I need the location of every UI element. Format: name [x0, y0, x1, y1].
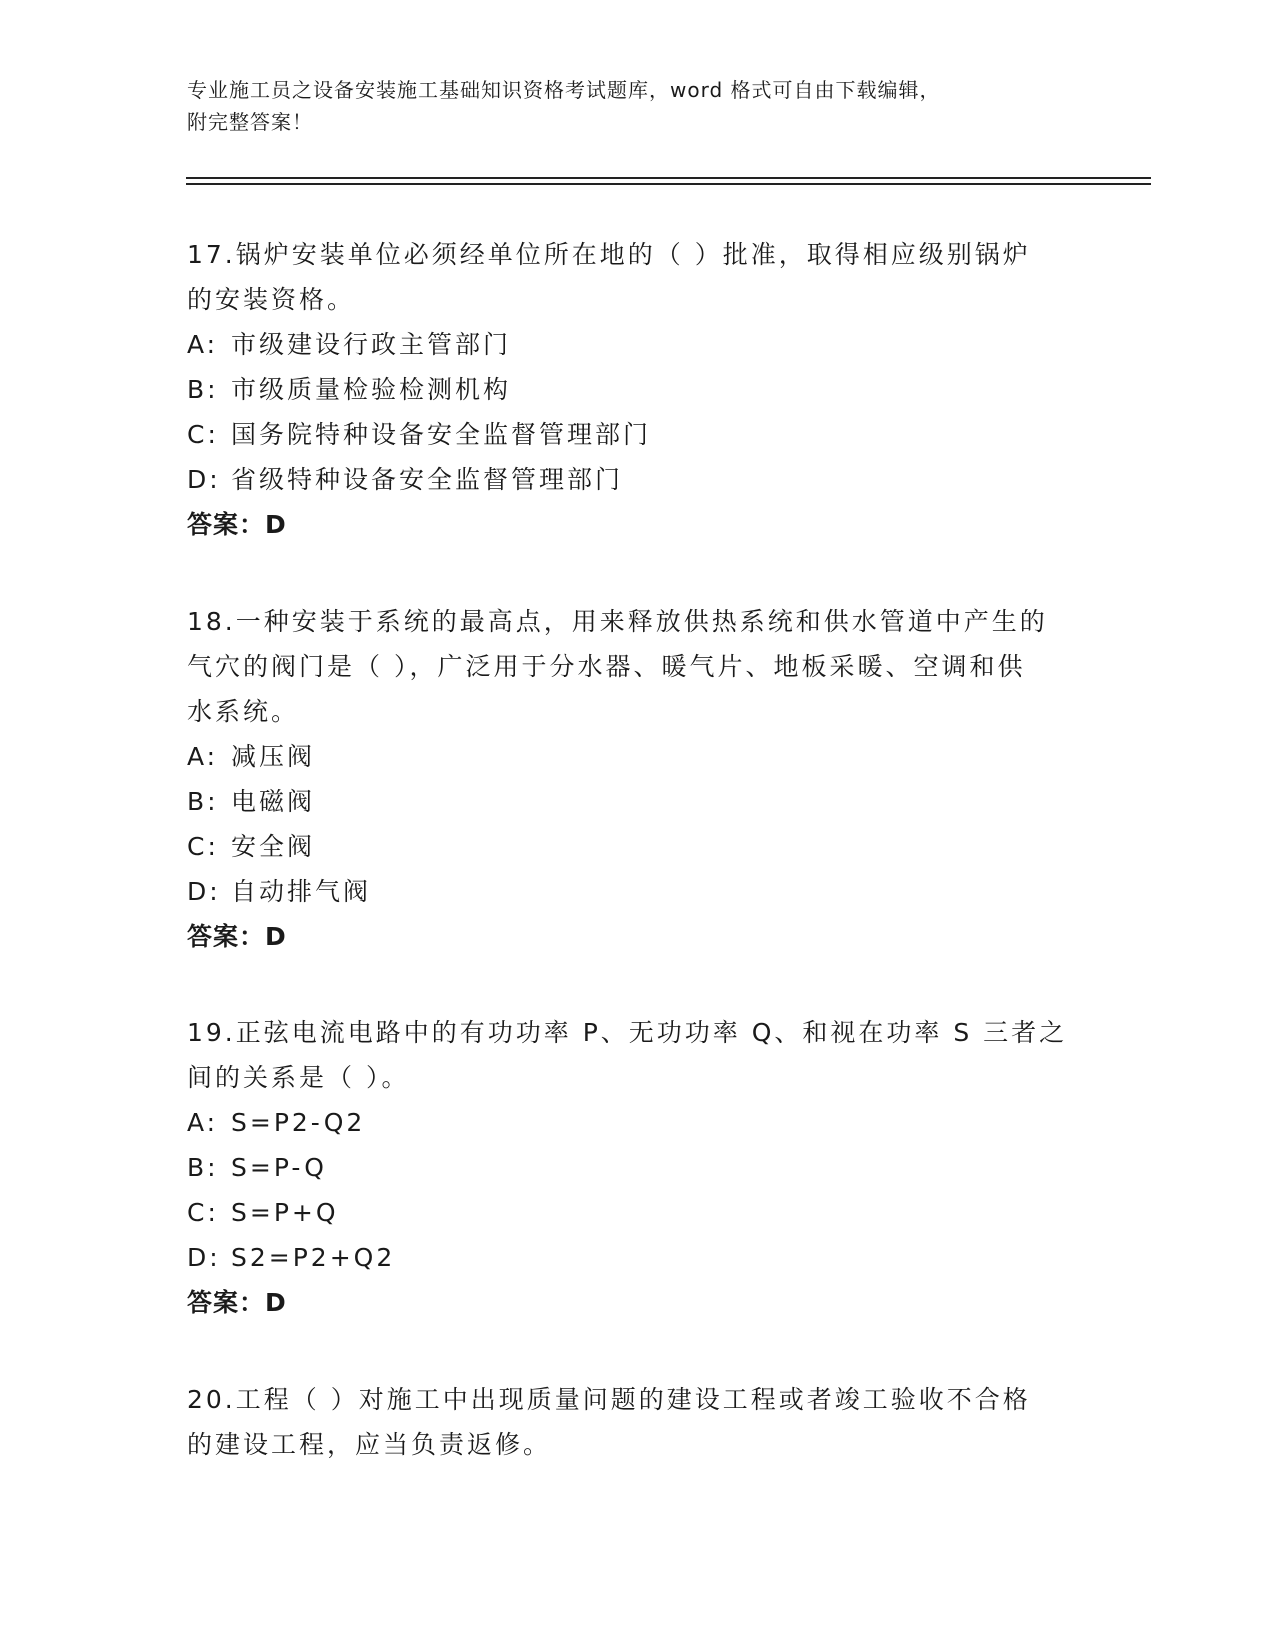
question-19: [187, 1010, 1087, 1325]
option-letter: B:: [187, 787, 219, 816]
option-d: [187, 1235, 1087, 1280]
option-text: 安全阀: [231, 832, 316, 861]
question-17: [187, 232, 1087, 547]
option-b: [187, 779, 1087, 824]
stem-line: 间的关系是（ ）。: [187, 1063, 410, 1092]
option-a: [187, 734, 1087, 779]
option-letter: A:: [187, 330, 219, 359]
option-letter: D:: [187, 1243, 221, 1272]
option-letter: C:: [187, 832, 219, 861]
option-letter: A:: [187, 742, 219, 771]
question-stem: [187, 599, 1087, 734]
option-letter: D:: [187, 877, 221, 906]
option-text: 电磁阀: [231, 787, 316, 816]
answer-line: 答案：D: [187, 922, 287, 951]
option-text: 减压阀: [231, 742, 316, 771]
question-stem: [187, 1377, 1087, 1467]
stem-line: 17.锅炉安装单位必须经单位所在地的（ ）批准，取得相应级别锅炉: [187, 240, 1031, 269]
option-letter: D:: [187, 465, 221, 494]
option-a: [187, 1100, 1087, 1145]
option-letter: C:: [187, 1198, 219, 1227]
stem-line: 水系统。: [187, 697, 300, 726]
option-c: [187, 1190, 1087, 1235]
option-text: 国务院特种设备安全监督管理部门: [231, 420, 652, 449]
stem-line: 20.工程（ ）对施工中出现质量问题的建设工程或者竣工验收不合格: [187, 1385, 1031, 1414]
header-line-2: 附完整答案！: [187, 110, 313, 134]
option-text: 市级质量检验检测机构: [231, 375, 512, 404]
question-stem: [187, 1010, 1087, 1100]
question-stem: [187, 232, 1087, 322]
option-b: [187, 1145, 1087, 1190]
stem-line: 18.一种安装于系统的最高点，用来释放供热系统和供水管道中产生的: [187, 607, 1048, 636]
option-c: [187, 412, 1087, 457]
header-line-1: 专业施工员之设备安装施工基础知识资格考试题库，word 格式可自由下载编辑，: [187, 78, 941, 102]
question-20: [187, 1377, 1087, 1467]
option-text: S=P2-Q2: [231, 1108, 366, 1137]
stem-line: 气穴的阀门是（ ），广泛用于分水器、暖气片、地板采暖、空调和供: [187, 652, 1026, 681]
option-letter: C:: [187, 420, 219, 449]
option-text: 省级特种设备安全监督管理部门: [231, 465, 624, 494]
question-18: [187, 599, 1087, 959]
answer-line: 答案：D: [187, 1288, 287, 1317]
option-letter: B:: [187, 375, 219, 404]
option-d: [187, 869, 1087, 914]
option-a: [187, 322, 1087, 367]
option-b: [187, 367, 1087, 412]
option-letter: B:: [187, 1153, 219, 1182]
option-letter: A:: [187, 1108, 219, 1137]
option-d: [187, 457, 1087, 502]
stem-line: 的安装资格。: [187, 285, 356, 314]
option-text: 自动排气阀: [231, 877, 372, 906]
document-header: [187, 74, 1067, 138]
stem-line: 的建设工程，应当负责返修。: [187, 1430, 552, 1459]
option-text: S=P+Q: [231, 1198, 339, 1227]
stem-line: 19.正弦电流电路中的有功功率 P、无功功率 Q、和视在功率 S 三者之: [187, 1018, 1068, 1047]
option-text: S=P-Q: [231, 1153, 327, 1182]
option-c: [187, 824, 1087, 869]
header-divider-top: [186, 177, 1151, 179]
option-text: S2=P2+Q2: [231, 1243, 396, 1272]
header-divider-bottom: [186, 183, 1151, 185]
answer-line: 答案：D: [187, 510, 287, 539]
option-text: 市级建设行政主管部门: [231, 330, 512, 359]
